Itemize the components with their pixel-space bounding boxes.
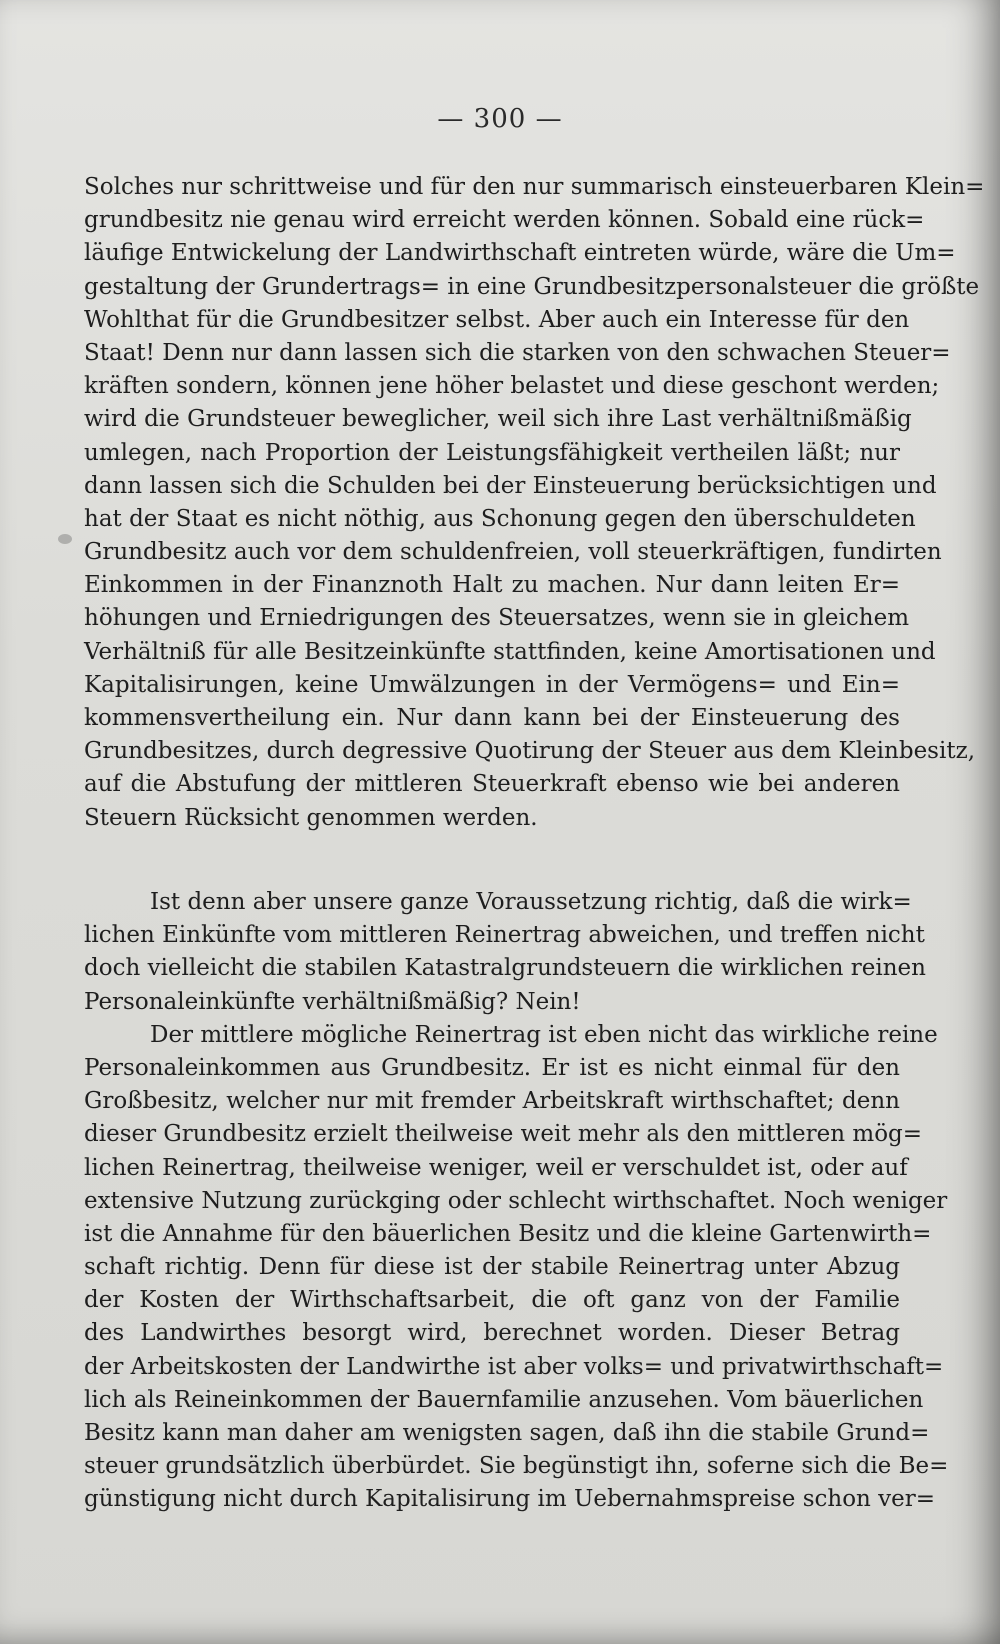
text-line: lichen Einkünfte vom mittleren Reinertrag abweichen, und treffen nicht [84, 922, 925, 949]
page-number: — 300 — [437, 104, 563, 134]
text-line: auf die Abstufung der mittleren Steuerkraft ebenso wie bei anderen [84, 771, 900, 798]
text-line: Wohlthat für die Grundbesitzer selbst. Aber auch ein Interesse für den [84, 306, 910, 333]
text-line: Grundbesitzes, durch degressive Quotirung der Steuer aus dem Kleinbesitz, [84, 738, 976, 765]
text-line: höhungen und Erniedrigungen des Steuersatzes, wenn sie in gleichem [84, 605, 910, 632]
text-line: Großbesitz, welcher nur mit fremder Arbeitskraft wirthschaftet; denn [84, 1088, 900, 1115]
text-line: lich als Reineinkommen der Bauernfamilie anzusehen. Vom bäuerlichen [84, 1386, 924, 1413]
text-line: läufige Entwickelung der Landwirthschaft eintreten würde, wäre die Um= [84, 240, 956, 267]
text-line: günstigung nicht durch Kapitalisirung im Uebernahmspreise schon ver= [84, 1486, 936, 1513]
text-line: Ist denn aber unsere ganze Voraussetzung richtig, daß die wirk= [150, 889, 912, 915]
text-line: ist die Annahme für den bäuerlichen Besitz und die kleine Gartenwirth= [84, 1220, 932, 1247]
text-line: Einkommen in der Finanznoth Halt zu machen. Nur dann leiten Er= [84, 572, 900, 599]
text-line: Personaleinkommen aus Grundbesitz. Er ist es nicht einmal für den [84, 1054, 900, 1081]
text-line: Grundbesitz auch vor dem schuldenfreien, voll steuerkräftigen, fundirten [84, 539, 942, 566]
text-line: dieser Grundbesitz erzielt theilweise weit mehr als den mittleren mög= [84, 1121, 923, 1148]
text-line: dann lassen sich die Schulden bei der Einsteuerung berücksichtigen und [84, 472, 937, 499]
text-line: Verhältniß für alle Besitzeinkünfte stattfinden, keine Amortisationen und [84, 638, 936, 665]
text-line: Besitz kann man daher am wenigsten sagen, daß ihn die stabile Grund= [84, 1420, 930, 1446]
paragraph-1 [84, 171, 985, 835]
text-line: gestaltung der Grundertrags= in eine Grundbesitzpersonalsteuer die größte [84, 273, 980, 300]
text-line: Steuern Rücksicht genommen werden. [84, 804, 538, 831]
ink-smudge [58, 534, 72, 544]
text-line: des Landwirthes besorgt wird, berechnet worden. Dieser Betrag [84, 1320, 900, 1347]
text-line: doch vielleicht die stabilen Katastralgrundsteuern die wirklichen reinen [84, 955, 926, 982]
paragraph-2 [84, 886, 949, 1517]
text-line: grundbesitz nie genau wird erreicht werden können. Sobald eine rück= [84, 207, 925, 234]
text-line: extensive Nutzung zurückging oder schlecht wirthschaftet. Noch weniger [84, 1187, 948, 1214]
text-line: Der mittlere mögliche Reinertrag ist eben nicht das wirkliche reine [150, 1021, 938, 1048]
text-line: hat der Staat es nicht nöthig, aus Schonung gegen den überschuldeten [84, 505, 916, 532]
text-line: kräften sondern, können jene höher belastet und diese geschont werden; [84, 373, 940, 400]
text-line: der Kosten der Wirthschaftsarbeit, die oft ganz von der Familie [84, 1287, 900, 1314]
text-line: schaft richtig. Denn für diese ist der stabile Reinertrag unter Abzug [84, 1254, 900, 1281]
text-line: kommensvertheilung ein. Nur dann kann bei der Einsteuerung des [84, 705, 900, 731]
text-line: Staat! Denn nur dann lassen sich die starken von den schwachen Steuer= [84, 339, 951, 366]
text-line: Solches nur schrittweise und für den nur summarisch einsteuerbaren Klein= [84, 174, 985, 200]
text-line: der Arbeitskosten der Landwirthe ist aber volks= und privatwirthschaft= [84, 1353, 944, 1380]
text-line: wird die Grundsteuer beweglicher, weil sich ihre Last verhältnißmäßig [84, 406, 912, 433]
text-line: Personaleinkünfte verhältnißmäßig? Nein! [84, 988, 581, 1015]
text-line: steuer grundsätzlich überbürdet. Sie begünstigt ihn, soferne sich die Be= [84, 1453, 949, 1480]
text-line: lichen Reinertrag, theilweise weniger, weil er verschuldet ist, oder auf [84, 1154, 908, 1181]
text-line: umlegen, nach Proportion der Leistungsfähigkeit vertheilen läßt; nur [84, 439, 900, 466]
text-line: Kapitalisirungen, keine Umwälzungen in der Vermögens= und Ein= [84, 671, 900, 698]
